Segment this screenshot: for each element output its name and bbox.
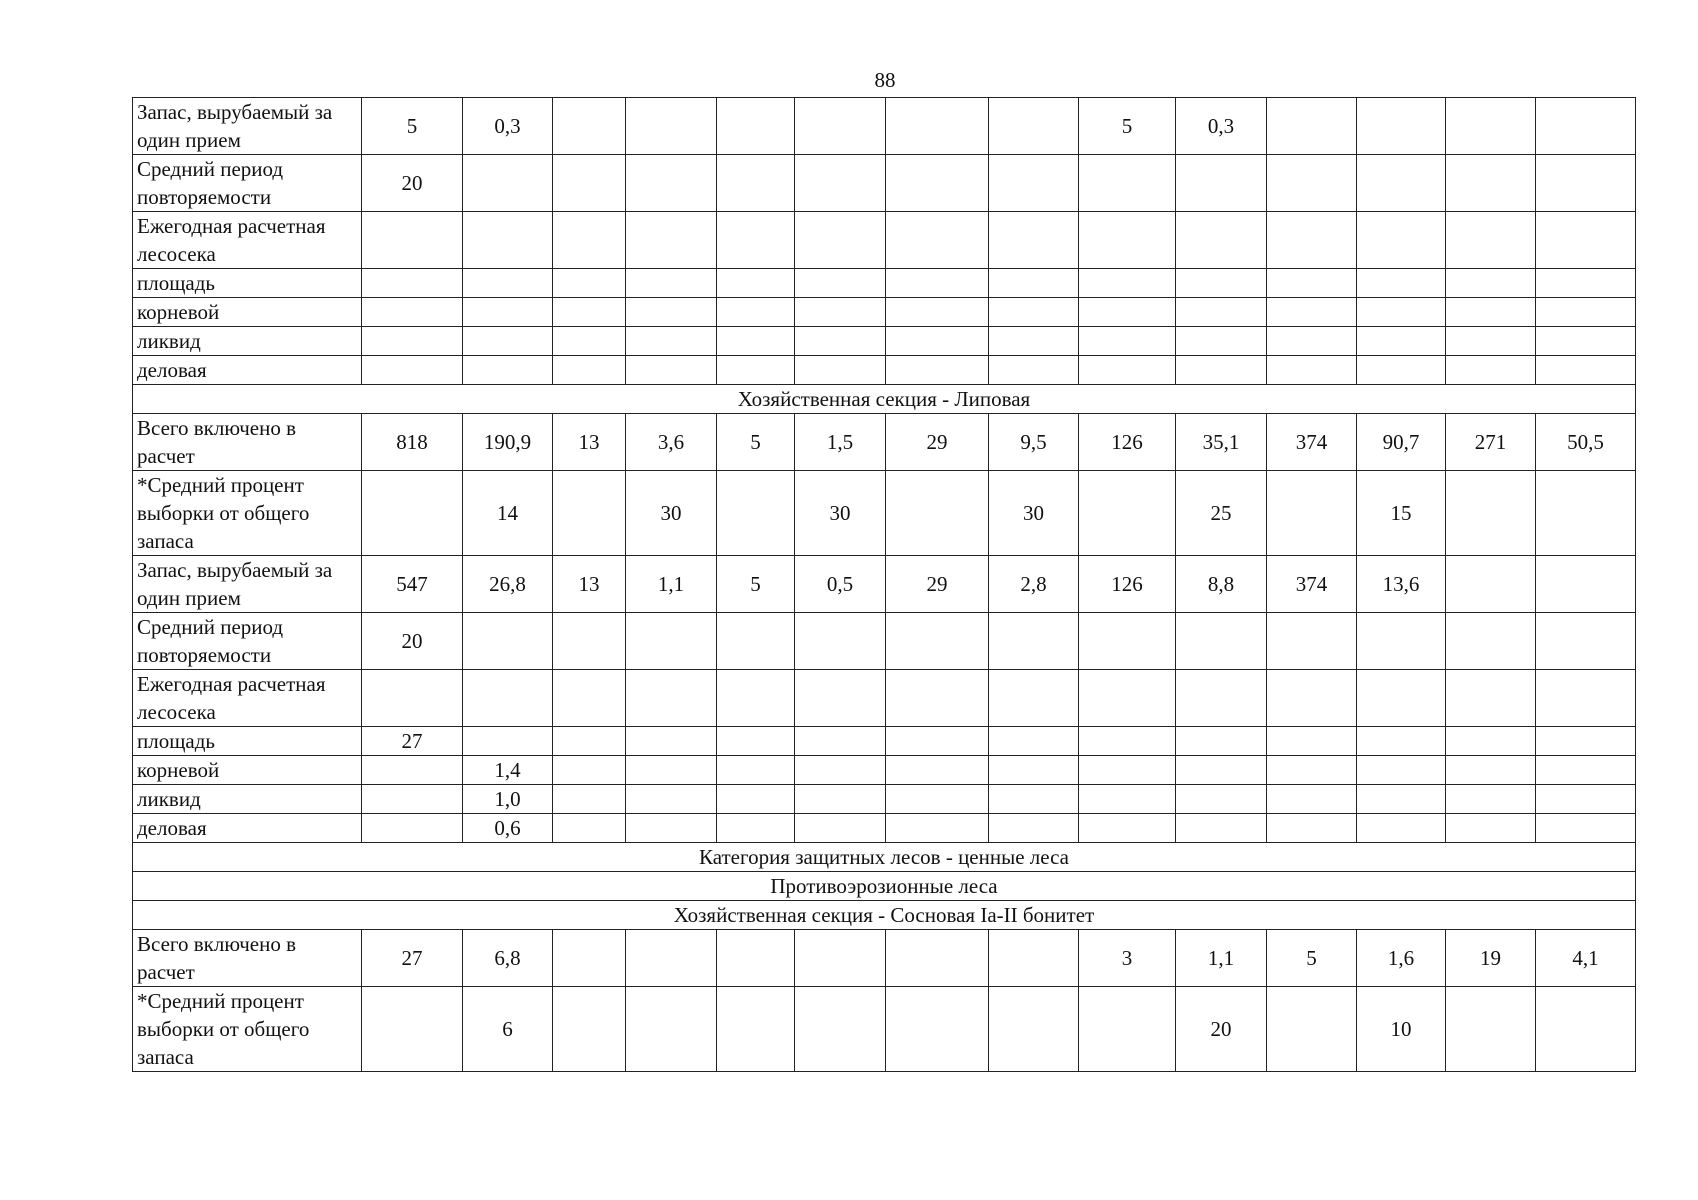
table-cell <box>1079 814 1176 843</box>
table-cell: 13,6 <box>1357 556 1446 613</box>
table-cell <box>717 727 795 756</box>
table-cell <box>626 356 717 385</box>
section-row <box>133 901 1636 930</box>
table-cell <box>1267 814 1357 843</box>
table-cell <box>1446 613 1536 670</box>
table-cell <box>362 785 463 814</box>
section-title: Противоэрозионные леса <box>133 872 1636 901</box>
table-cell <box>1536 98 1636 155</box>
table-cell: 547 <box>362 556 463 613</box>
table-cell <box>553 670 626 727</box>
section-row <box>133 843 1636 872</box>
table-cell <box>717 814 795 843</box>
table-cell <box>626 269 717 298</box>
table-row <box>133 814 1636 843</box>
table-cell <box>1446 327 1536 356</box>
table-cell <box>1079 298 1176 327</box>
table-cell: 1,5 <box>795 414 886 471</box>
table-cell <box>989 613 1079 670</box>
table-cell <box>1267 155 1357 212</box>
table-body <box>133 98 1636 1072</box>
table-cell: 0,5 <box>795 556 886 613</box>
row-label: площадь <box>133 269 362 298</box>
table-cell: 20 <box>362 155 463 212</box>
table-cell <box>553 98 626 155</box>
table-cell <box>989 327 1079 356</box>
table-cell <box>1536 756 1636 785</box>
table-cell <box>717 98 795 155</box>
table-row <box>133 155 1636 212</box>
table-cell <box>553 727 626 756</box>
table-cell <box>1446 269 1536 298</box>
table-cell: 3,6 <box>626 414 717 471</box>
table-cell <box>795 212 886 269</box>
table-cell: 13 <box>553 414 626 471</box>
table-cell <box>717 613 795 670</box>
table-cell <box>1536 471 1636 556</box>
table-cell <box>886 356 989 385</box>
table-cell <box>886 670 989 727</box>
table-cell <box>989 212 1079 269</box>
table-cell <box>626 814 717 843</box>
table-cell <box>886 930 989 987</box>
table-cell <box>362 814 463 843</box>
table-cell <box>553 814 626 843</box>
table-cell <box>1536 298 1636 327</box>
table-cell <box>1357 98 1446 155</box>
table-cell <box>553 471 626 556</box>
row-label: Всего включено в расчет <box>133 414 362 471</box>
table-row <box>133 670 1636 727</box>
table-cell <box>989 930 1079 987</box>
table-cell <box>1267 471 1357 556</box>
table-cell <box>1079 987 1176 1072</box>
table-cell: 190,9 <box>463 414 553 471</box>
table-cell <box>795 327 886 356</box>
table-cell: 8,8 <box>1176 556 1267 613</box>
table-cell <box>1267 356 1357 385</box>
table-cell <box>886 327 989 356</box>
table-cell <box>795 269 886 298</box>
table-cell: 4,1 <box>1536 930 1636 987</box>
table-row <box>133 471 1636 556</box>
table-cell <box>795 785 886 814</box>
row-label: Ежегодная расчетная лесосека <box>133 670 362 727</box>
table-cell <box>1267 670 1357 727</box>
table-cell <box>717 785 795 814</box>
table-cell: 50,5 <box>1536 414 1636 471</box>
table-cell <box>1536 785 1636 814</box>
table-cell <box>989 756 1079 785</box>
table-cell: 90,7 <box>1357 414 1446 471</box>
table-cell <box>717 471 795 556</box>
table-cell <box>1446 814 1536 843</box>
table-cell <box>1446 98 1536 155</box>
table-cell <box>1446 785 1536 814</box>
table-cell <box>1267 613 1357 670</box>
table-cell <box>886 727 989 756</box>
table-cell: 5 <box>1079 98 1176 155</box>
table-cell <box>717 987 795 1072</box>
table-cell <box>1079 613 1176 670</box>
table-cell <box>886 613 989 670</box>
table-cell: 15 <box>1357 471 1446 556</box>
table-cell <box>1267 756 1357 785</box>
table-cell <box>989 814 1079 843</box>
row-label: корневой <box>133 298 362 327</box>
table-cell <box>717 670 795 727</box>
table-cell <box>1176 814 1267 843</box>
table-cell: 9,5 <box>989 414 1079 471</box>
table-cell <box>989 785 1079 814</box>
table-cell <box>1357 298 1446 327</box>
table-cell <box>463 356 553 385</box>
table-cell <box>795 930 886 987</box>
section-title: Хозяйственная секция - Сосновая Iа-II бонитет <box>133 901 1636 930</box>
table-cell <box>989 98 1079 155</box>
table-cell <box>886 987 989 1072</box>
table-cell <box>1357 670 1446 727</box>
table-cell <box>795 298 886 327</box>
table-cell: 30 <box>795 471 886 556</box>
table-cell <box>1079 356 1176 385</box>
table-cell <box>1357 785 1446 814</box>
table-cell <box>795 756 886 785</box>
table-cell <box>1446 471 1536 556</box>
table-cell <box>1446 556 1536 613</box>
table-cell <box>1176 327 1267 356</box>
table-cell <box>1176 785 1267 814</box>
table-cell <box>1176 356 1267 385</box>
table-cell <box>1536 212 1636 269</box>
table-cell <box>1176 670 1267 727</box>
table-cell: 6 <box>463 987 553 1072</box>
table-cell: 5 <box>717 414 795 471</box>
section-row <box>133 872 1636 901</box>
table-row <box>133 930 1636 987</box>
table-cell: 25 <box>1176 471 1267 556</box>
row-label: Средний период повторяемости <box>133 613 362 670</box>
section-row <box>133 385 1636 414</box>
page-number: 88 <box>874 68 896 92</box>
table-cell: 26,8 <box>463 556 553 613</box>
table-row <box>133 327 1636 356</box>
table-cell <box>886 298 989 327</box>
table-row <box>133 613 1636 670</box>
table-cell <box>886 785 989 814</box>
table-cell: 0,3 <box>463 98 553 155</box>
table-cell <box>989 670 1079 727</box>
table-row <box>133 987 1636 1072</box>
table-cell <box>1079 785 1176 814</box>
table-cell <box>463 613 553 670</box>
table-cell <box>1446 756 1536 785</box>
table-cell <box>886 814 989 843</box>
row-label: деловая <box>133 356 362 385</box>
table-cell: 3 <box>1079 930 1176 987</box>
table-cell <box>989 269 1079 298</box>
table-cell: 30 <box>626 471 717 556</box>
table-cell <box>1079 212 1176 269</box>
table-cell <box>886 756 989 785</box>
table-row <box>133 269 1636 298</box>
row-label: деловая <box>133 814 362 843</box>
table-cell: 1,4 <box>463 756 553 785</box>
table-cell <box>717 356 795 385</box>
table-cell <box>1536 727 1636 756</box>
table-cell: 374 <box>1267 414 1357 471</box>
table-cell <box>1446 155 1536 212</box>
table-cell <box>717 298 795 327</box>
table-cell <box>1536 670 1636 727</box>
table-cell <box>1357 727 1446 756</box>
table-cell <box>1267 212 1357 269</box>
table-cell <box>553 613 626 670</box>
table-cell <box>1267 987 1357 1072</box>
table-cell: 14 <box>463 471 553 556</box>
table-cell: 5 <box>1267 930 1357 987</box>
table-cell <box>1176 727 1267 756</box>
table-cell: 271 <box>1446 414 1536 471</box>
row-label: ликвид <box>133 327 362 356</box>
table-cell <box>795 670 886 727</box>
table-cell: 126 <box>1079 556 1176 613</box>
table-cell <box>1446 727 1536 756</box>
forest-data-table <box>132 97 1636 1072</box>
table-cell: 818 <box>362 414 463 471</box>
table-cell <box>553 987 626 1072</box>
table-cell <box>1079 269 1176 298</box>
table-cell <box>886 212 989 269</box>
row-label: *Средний процент выборки от общего запаса <box>133 471 362 556</box>
table-cell <box>553 269 626 298</box>
row-label: Ежегодная расчетная лесосека <box>133 212 362 269</box>
table-cell <box>886 269 989 298</box>
table-cell <box>886 98 989 155</box>
table-cell <box>1267 727 1357 756</box>
table-cell: 0,3 <box>1176 98 1267 155</box>
table-row <box>133 356 1636 385</box>
table-cell: 1,0 <box>463 785 553 814</box>
table-cell <box>626 613 717 670</box>
table-cell: 374 <box>1267 556 1357 613</box>
table-cell <box>626 327 717 356</box>
table-cell <box>1176 756 1267 785</box>
table-cell <box>1357 212 1446 269</box>
table-cell <box>1357 269 1446 298</box>
table-cell: 30 <box>989 471 1079 556</box>
table-cell <box>989 155 1079 212</box>
table-cell <box>1267 98 1357 155</box>
table-cell <box>1176 269 1267 298</box>
table-cell <box>362 756 463 785</box>
table-cell <box>886 471 989 556</box>
table-cell <box>553 155 626 212</box>
table-cell <box>626 212 717 269</box>
table-cell <box>886 155 989 212</box>
table-cell <box>795 814 886 843</box>
table-cell <box>989 298 1079 327</box>
table-cell <box>463 298 553 327</box>
table-cell: 20 <box>1176 987 1267 1072</box>
table-row <box>133 785 1636 814</box>
table-cell <box>1536 327 1636 356</box>
table-cell <box>553 327 626 356</box>
table-row <box>133 98 1636 155</box>
table-cell <box>1079 756 1176 785</box>
table-cell <box>717 327 795 356</box>
table-cell <box>989 987 1079 1072</box>
table-cell <box>989 356 1079 385</box>
table-cell <box>1357 356 1446 385</box>
table-cell <box>626 785 717 814</box>
table-cell: 6,8 <box>463 930 553 987</box>
table-cell <box>795 987 886 1072</box>
table-cell <box>1176 298 1267 327</box>
row-label: Запас, вырубаемый за один прием <box>133 556 362 613</box>
table-cell <box>1446 987 1536 1072</box>
table-cell <box>463 327 553 356</box>
table-cell <box>362 670 463 727</box>
table-cell <box>1176 613 1267 670</box>
table-cell <box>795 613 886 670</box>
table-cell <box>553 785 626 814</box>
section-title: Хозяйственная секция - Липовая <box>133 385 1636 414</box>
table-cell: 126 <box>1079 414 1176 471</box>
table-cell <box>1357 814 1446 843</box>
table-cell <box>1267 327 1357 356</box>
row-label: Всего включено в расчет <box>133 930 362 987</box>
table-row <box>133 298 1636 327</box>
table-cell <box>1357 155 1446 212</box>
table-cell <box>1536 556 1636 613</box>
table-cell <box>1536 269 1636 298</box>
table-cell <box>795 155 886 212</box>
table-cell <box>1079 327 1176 356</box>
table-cell <box>717 212 795 269</box>
table-cell <box>1446 356 1536 385</box>
row-label: площадь <box>133 727 362 756</box>
table-cell <box>626 670 717 727</box>
row-label: ликвид <box>133 785 362 814</box>
table-cell <box>626 98 717 155</box>
table-cell <box>553 298 626 327</box>
table-cell: 1,6 <box>1357 930 1446 987</box>
table-cell <box>463 269 553 298</box>
table-cell: 13 <box>553 556 626 613</box>
table-cell <box>1536 356 1636 385</box>
table-cell <box>362 356 463 385</box>
table-cell <box>362 212 463 269</box>
table-cell: 29 <box>886 556 989 613</box>
row-label: корневой <box>133 756 362 785</box>
row-label: Средний период повторяемости <box>133 155 362 212</box>
row-label: Запас, вырубаемый за один прием <box>133 98 362 155</box>
table-cell: 2,8 <box>989 556 1079 613</box>
table-cell <box>626 155 717 212</box>
table-cell <box>717 269 795 298</box>
table-cell <box>553 930 626 987</box>
table-cell <box>1536 814 1636 843</box>
table-cell <box>1176 155 1267 212</box>
table-cell: 10 <box>1357 987 1446 1072</box>
table-cell: 20 <box>362 613 463 670</box>
table-cell <box>626 727 717 756</box>
table-cell <box>795 356 886 385</box>
table-cell <box>1446 298 1536 327</box>
table-cell <box>463 155 553 212</box>
table-cell <box>1267 269 1357 298</box>
table-cell: 27 <box>362 727 463 756</box>
table-cell: 1,1 <box>626 556 717 613</box>
table-cell <box>626 987 717 1072</box>
table-cell <box>626 756 717 785</box>
table-cell <box>362 987 463 1072</box>
table-cell: 27 <box>362 930 463 987</box>
table-cell <box>1446 212 1536 269</box>
row-label: *Средний процент выборки от общего запаса <box>133 987 362 1072</box>
table-cell: 5 <box>362 98 463 155</box>
table-cell <box>1357 613 1446 670</box>
table-cell <box>553 356 626 385</box>
table-cell: 0,6 <box>463 814 553 843</box>
table-cell <box>362 327 463 356</box>
table-cell <box>1536 613 1636 670</box>
table-cell <box>362 298 463 327</box>
table-cell <box>1079 155 1176 212</box>
table-cell <box>717 756 795 785</box>
table-cell <box>1079 727 1176 756</box>
table-cell <box>795 98 886 155</box>
table-cell <box>989 727 1079 756</box>
table-row <box>133 414 1636 471</box>
table-cell <box>1176 212 1267 269</box>
table-cell <box>1536 987 1636 1072</box>
table-cell <box>1079 670 1176 727</box>
table-row <box>133 727 1636 756</box>
table-cell: 29 <box>886 414 989 471</box>
table-cell <box>626 298 717 327</box>
table-cell <box>463 670 553 727</box>
table-cell <box>553 212 626 269</box>
table-cell: 19 <box>1446 930 1536 987</box>
table-cell: 5 <box>717 556 795 613</box>
table-cell <box>717 155 795 212</box>
table-cell <box>1446 670 1536 727</box>
table-cell <box>626 930 717 987</box>
table-cell <box>553 756 626 785</box>
table-cell <box>1079 471 1176 556</box>
table-cell <box>1536 155 1636 212</box>
table-cell <box>717 930 795 987</box>
table-cell <box>1267 298 1357 327</box>
table-cell <box>1357 756 1446 785</box>
table-cell <box>362 269 463 298</box>
table-cell <box>795 727 886 756</box>
table-row <box>133 556 1636 613</box>
table-cell: 35,1 <box>1176 414 1267 471</box>
table-cell: 1,1 <box>1176 930 1267 987</box>
table-cell <box>463 212 553 269</box>
table-cell <box>362 471 463 556</box>
table-cell <box>463 727 553 756</box>
table-row <box>133 756 1636 785</box>
section-title: Категория защитных лесов - ценные леса <box>133 843 1636 872</box>
table-cell <box>1267 785 1357 814</box>
table-row <box>133 212 1636 269</box>
table-cell <box>1357 327 1446 356</box>
